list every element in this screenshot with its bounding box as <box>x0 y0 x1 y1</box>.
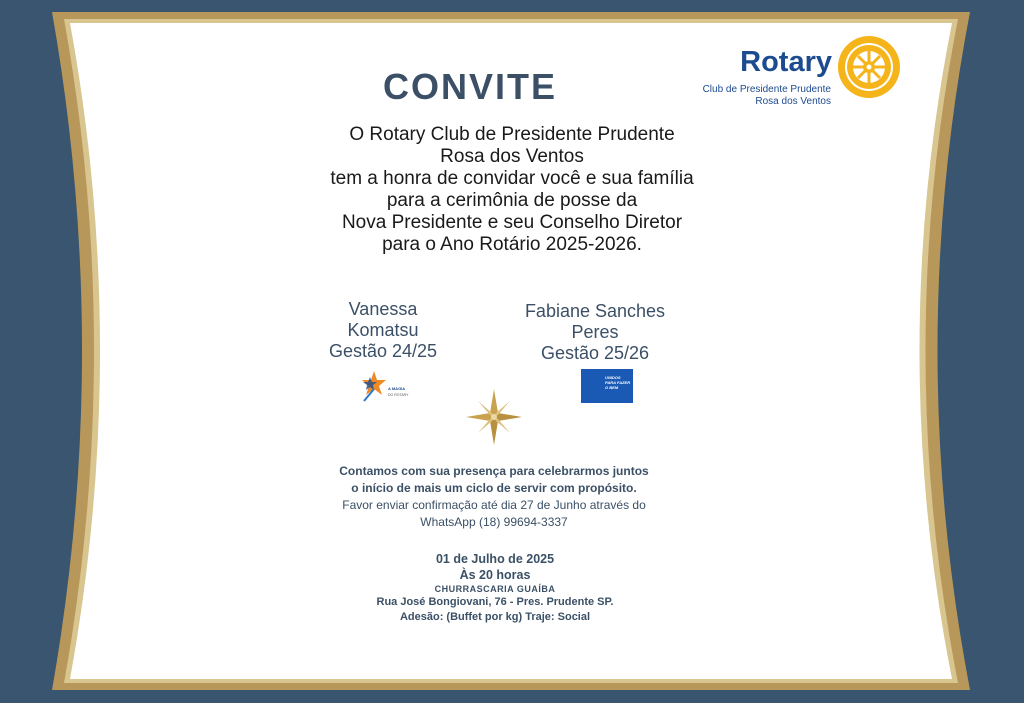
invitation-line: tem a honra de convidar você e sua família <box>330 168 694 189</box>
message-line: WhatsApp (18) 99694-3337 <box>420 515 568 529</box>
svg-text:DO ROTARY: DO ROTARY <box>388 393 409 397</box>
logo-subtitle-line2: Rosa dos Ventos <box>755 96 831 107</box>
divider <box>284 387 704 447</box>
rotary-wheel-icon <box>836 34 902 100</box>
event-address: Rua José Bongiovani, 76 - Pres. Prudente SP. <box>376 596 614 608</box>
message-line: Favor enviar confirmação até dia 27 de Junho através do <box>342 498 646 512</box>
invitation-line: Rosa dos Ventos <box>440 146 584 167</box>
rsvp-message <box>262 463 726 531</box>
rotary-logo <box>700 32 920 112</box>
president-name-line2: Peres <box>571 322 619 342</box>
president-name-line2: Komatsu <box>347 320 419 340</box>
president-term: Gestão 25/26 <box>540 343 650 363</box>
message-line: o início de mais um ciclo de servir com propósito. <box>351 481 637 495</box>
incoming-president <box>495 301 695 364</box>
event-date: 01 de Julho de 2025 <box>435 552 555 566</box>
invitation-line: para o Ano Rotário 2025-2026. <box>382 234 642 255</box>
event-details <box>300 551 690 625</box>
logo-subtitle-line1: Club de Presidente Prudente <box>702 84 831 95</box>
invitation-line: O Rotary Club de Presidente Prudente <box>349 124 675 145</box>
message-line: Contamos com sua presença para celebrarmos juntos <box>339 464 649 478</box>
event-venue: CHURRASCARIA GUAÍBA <box>434 584 556 594</box>
invitation-text <box>200 124 824 256</box>
event-time: Às 20 horas <box>459 568 531 582</box>
svg-text:A MAGIA: A MAGIA <box>388 386 406 391</box>
badge2-text: UNIDOS PARA FAZER O BEM <box>605 375 631 390</box>
invitation-line: para a cerimônia de posse da <box>386 190 638 211</box>
president-name-line1: Vanessa <box>348 299 418 319</box>
invitation-line: Nova Presidente e seu Conselho Diretor <box>341 212 683 233</box>
page-title: CONVITE <box>382 66 557 107</box>
event-adhesion: Adesão: (Buffet por kg) Traje: Social <box>399 611 591 623</box>
logo-wordmark: Rotary <box>740 46 832 78</box>
outgoing-president <box>283 299 483 362</box>
president-name-line1: Fabiane Sanches <box>524 301 666 321</box>
president-term: Gestão 24/25 <box>328 341 438 361</box>
compass-rose-icon <box>466 389 522 445</box>
